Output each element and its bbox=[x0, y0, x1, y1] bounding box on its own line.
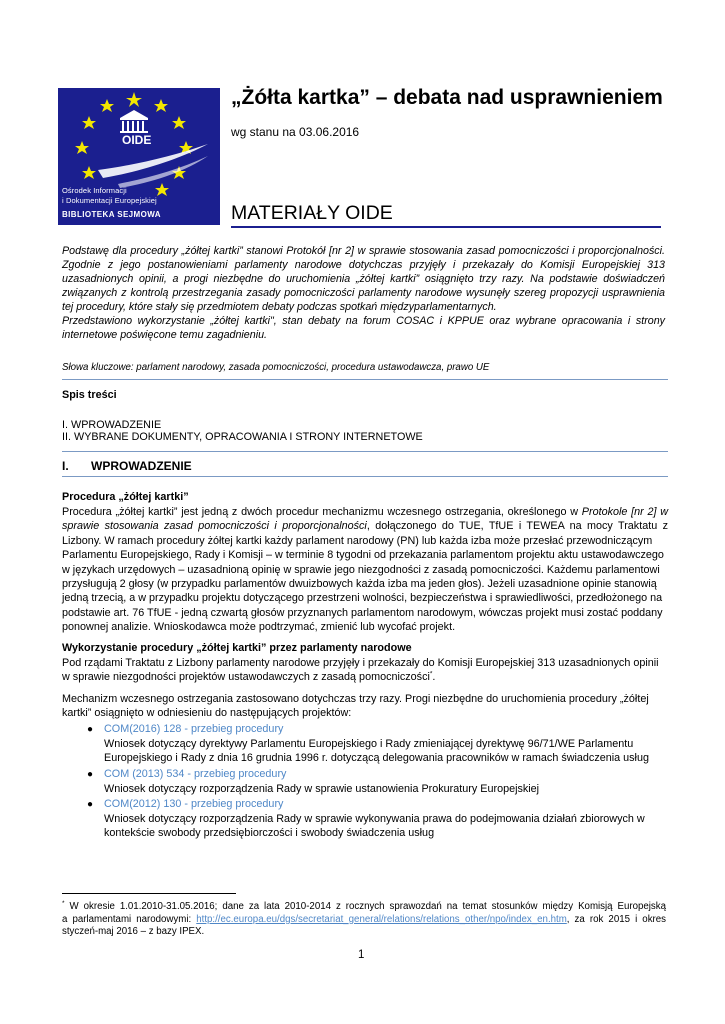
subheading: Procedura „żółtej kartki” bbox=[62, 491, 189, 503]
text-line: Wniosek dotyczący rozporządzenia Rady w sprawie ustanowienia Prokuratury Europejskiej bbox=[104, 783, 540, 795]
text-line: w językach urzędowych – uzasadnioną opinię w sprawie jego niezgodności z zasadą pomocniczości. Każdemu parlamentowi bbox=[62, 563, 660, 576]
logo-library: BIBLIOTEKA SEJMOWA bbox=[62, 210, 161, 219]
text-span: a parlamentami narodowymi: bbox=[62, 913, 197, 925]
text-line: styczeń-maj 2016 – z bazy IPEX. bbox=[62, 926, 205, 937]
text-line: kontekście swobody przedsiębiorczości i swobody świadczenia usług bbox=[104, 827, 435, 840]
divider bbox=[62, 476, 668, 477]
text-line: Lizbony. W ramach procedury żółtej kartki każdy parlament narodowy (PN) lub każda izba może przesłać przewodniczącym bbox=[62, 534, 653, 547]
footnote bbox=[62, 901, 666, 939]
section-heading: MATERIAŁY OIDE bbox=[231, 202, 393, 224]
logo-line-1: Ośrodek Informacji bbox=[62, 186, 127, 195]
subheading: Wykorzystanie procedury „żółtej kartki” przez parlamenty narodowe bbox=[62, 642, 412, 654]
divider bbox=[62, 379, 668, 380]
text-line bbox=[62, 519, 668, 533]
text-line: przysługują 2 głosy (w przypadku parlamentów dwuizbowych każda izba ma jeden głos). Jeżeli uzasadnione opinie stanowią bbox=[62, 578, 657, 591]
toc-item[interactable]: II. WYBRANE DOKUMENTY, OPRACOWANIA I STRONY INTERNETOWE bbox=[62, 431, 423, 443]
toc-item[interactable]: I. WPROWADZENIE bbox=[62, 419, 162, 431]
text-line: kartki” osiągnięto w odniesieniu do następujących projektów: bbox=[62, 707, 352, 720]
abstract bbox=[62, 244, 665, 342]
procedure-link[interactable]: COM(2012) 130 - przebieg procedury bbox=[104, 798, 284, 810]
logo-acronym: OIDE bbox=[122, 133, 152, 147]
text-line: Mechanizm wczesnego ostrzegania zastosowano dotychczas trzy razy. Progi niezbędne do uruchomienia procedury „żółtej bbox=[62, 693, 649, 705]
section-name: WPROWADZENIE bbox=[91, 459, 192, 473]
logo-line-2: i Dokumentacji Europejskiej bbox=[62, 196, 157, 205]
text-line: Wniosek dotyczący rozporządzenia Rady w sprawie wykonywania prawa do podejmowania działań zbiorowych w bbox=[104, 813, 645, 825]
text-line: Europejskiego i Rady z dnia 16 grudnia 1996 r. dotyczącą delegowania pracowników w ramach świadczenia usług bbox=[104, 752, 649, 765]
text-line bbox=[62, 670, 668, 684]
text-span: , dołączonego do TUE, TfUE i TEWEA na mocy Traktatu z bbox=[366, 520, 668, 533]
text-span: , za rok 2015 i okres bbox=[566, 913, 666, 925]
footnote-url-link[interactable]: http://ec.europa.eu/dgs/secretariat_general/relations/relations_other/npo/index_en.htm bbox=[196, 913, 567, 925]
divider bbox=[62, 451, 668, 452]
building-icon bbox=[120, 110, 148, 133]
text-line: Parlamentu Europejskiego, Rady i Komisji – w terminie 8 tygodni od przekazania parlamentom projektu aktu ustawodawczego bbox=[62, 549, 664, 562]
bullet-icon: ● bbox=[87, 769, 94, 780]
toc-title: Spis treści bbox=[62, 389, 117, 401]
text-line: jedną trzecią, a w przypadku projektu dotyczącego przestrzeni wolności, bezpieczeństwa i sprawiedliwości, przedłożonego na bbox=[62, 592, 663, 605]
bullet-description bbox=[104, 782, 664, 796]
footnote-separator bbox=[62, 893, 236, 894]
text-line: ponownej analizie. Wnioskodawca może podtrzymać, zmienić lub wycofać projekt. bbox=[62, 621, 456, 634]
page-number: 1 bbox=[358, 949, 365, 961]
oide-logo bbox=[58, 88, 220, 225]
text-span: Procedura „żółtej kartki” jest jedną z dwóch procedur mechanizmu wczesnego ostrzegania, określonego w bbox=[62, 506, 582, 518]
bullet-icon: ● bbox=[87, 799, 94, 810]
text-line bbox=[62, 914, 666, 927]
footnote-reference[interactable]: * bbox=[429, 670, 433, 678]
bullet-icon: ● bbox=[87, 724, 94, 735]
bullet-description bbox=[104, 737, 664, 766]
section-title bbox=[62, 459, 192, 473]
document-title: „Żółta kartka” – debata nad usprawnieniem bbox=[231, 86, 663, 109]
text-line: podstawie art. 76 TfUE - jedną czwartą głosów przyznanych parlamentom narodowym, wówczas projekt musi zostać poddany bbox=[62, 606, 663, 619]
bullet-description bbox=[104, 812, 664, 841]
footnote-mark: * bbox=[62, 899, 65, 907]
text-italic: sprawie stosowania zasad pomocniczości i proporcjonalności bbox=[62, 520, 367, 533]
procedure-link[interactable]: COM(2016) 128 - przebieg procedury bbox=[104, 723, 284, 735]
text-span: . bbox=[432, 671, 436, 684]
document-date: wg stanu na 03.06.2016 bbox=[231, 125, 360, 139]
heading-underline bbox=[231, 226, 661, 228]
abstract-paragraph-2: Przedstawiono wykorzystanie „żółtej kartki", stan debaty na forum COSAC i KPPUE oraz wybrane opracowania i strony internetowe poświęcone temu zagadnieniu. bbox=[62, 315, 665, 341]
text-line: Pod rządami Traktatu z Lizbony parlamenty narodowe przyjęły i przekazały do Komisji Europejskiej 313 uzasadnionych opinii bbox=[62, 657, 659, 669]
text-italic: Protokole [nr 2] w bbox=[581, 506, 669, 518]
abstract-paragraph-1: Podstawę dla procedury „żółtej kartki” stanowi Protokół [nr 2] w sprawie stosowania zasad pomocniczości i proporcjonalności. Zgodnie z jego postanowieniami parlamenty narodowe dotychczas przyjęły i przekazały do Komisji Europejskiej 313 uzasadnionych opinii, a progi niezbędne do uruchomienia „żółtej kartki” osiągnięto trzy razy. Na podstawie doświadczeń związanych z kontrolą przestrzegania zasady pomocniczości parlamenty narodowe wysunęły szereg propozycji usprawnienia tej procedury, które stały się przedmiotem debaty podczas spotkań międzyparlamentarnych. bbox=[62, 245, 665, 313]
text-span: W okresie 1.01.2010-31.05.2016; dane za lata 2010-2014 z rocznych sprawozdań na temat stosunków między Komisją Europejską bbox=[69, 901, 666, 912]
procedure-link[interactable]: COM (2013) 534 - przebieg procedury bbox=[104, 768, 287, 780]
text-line bbox=[62, 505, 668, 519]
text-line: Wniosek dotyczący dyrektywy Parlamentu Europejskiego i Rady zmieniającej dyrektywę 96/71/WE Parlamentu bbox=[104, 738, 634, 750]
section-number: I. bbox=[62, 459, 69, 473]
paragraph-procedure bbox=[62, 505, 668, 635]
paragraph-usage bbox=[62, 656, 668, 685]
text-span: w sprawie niezgodności projektów ustawodawczych z zasadą pomocniczości bbox=[62, 671, 430, 684]
text-line bbox=[62, 901, 666, 914]
paragraph-mechanism bbox=[62, 692, 668, 721]
keywords: Słowa kluczowe: parlament narodowy, zasada pomocniczości, procedura ustawodawcza, prawo UE bbox=[62, 362, 490, 373]
